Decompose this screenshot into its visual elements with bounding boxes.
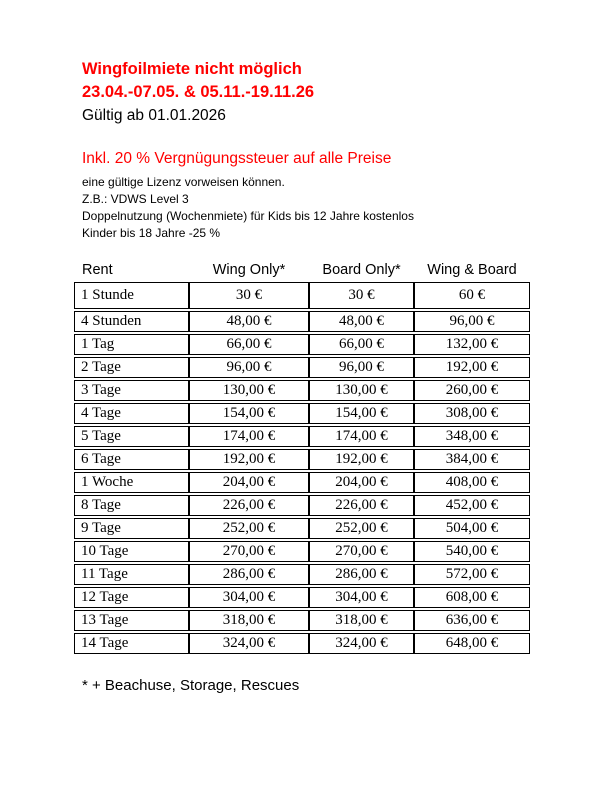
price-cell: 636,00 € (414, 610, 530, 631)
price-cell: 30 € (189, 282, 309, 309)
duration-cell: 11 Tage (74, 564, 189, 585)
tax-note: Inkl. 20 % Vergnügungssteuer auf alle Preise (82, 150, 392, 167)
price-cell: 318,00 € (309, 610, 414, 631)
price-cell: 48,00 € (309, 311, 414, 332)
price-cell: 174,00 € (309, 426, 414, 447)
price-cell: 408,00 € (414, 472, 530, 493)
price-cell: 192,00 € (309, 449, 414, 470)
price-cell: 270,00 € (309, 541, 414, 562)
table-row (74, 472, 530, 493)
price-cell: 286,00 € (189, 564, 309, 585)
price-cell: 30 € (309, 282, 414, 309)
note-line: eine gültige Lizenz vorweisen können. (82, 175, 285, 189)
duration-cell: 1 Tag (74, 334, 189, 355)
duration-cell: 14 Tage (74, 633, 189, 654)
column-header-wing-only: Wing Only* (212, 262, 286, 278)
duration-cell: 1 Woche (74, 472, 189, 493)
table-row (74, 311, 530, 332)
table-row (74, 564, 530, 585)
duration-cell: 4 Stunden (74, 311, 189, 332)
price-cell: 66,00 € (309, 334, 414, 355)
price-cell: 60 € (414, 282, 530, 309)
table-row (74, 334, 530, 355)
price-cell: 304,00 € (309, 587, 414, 608)
price-cell: 504,00 € (414, 518, 530, 539)
price-cell: 174,00 € (189, 426, 309, 447)
price-cell: 204,00 € (189, 472, 309, 493)
duration-cell: 9 Tage (74, 518, 189, 539)
price-table (74, 280, 530, 656)
duration-cell: 2 Tage (74, 357, 189, 378)
price-cell: 252,00 € (189, 518, 309, 539)
duration-cell: 10 Tage (74, 541, 189, 562)
price-cell: 252,00 € (309, 518, 414, 539)
price-cell: 318,00 € (189, 610, 309, 631)
price-cell: 348,00 € (414, 426, 530, 447)
price-cell: 48,00 € (189, 311, 309, 332)
column-header-board-only: Board Only* (322, 262, 401, 278)
price-table-body (74, 282, 530, 654)
duration-cell: 13 Tage (74, 610, 189, 631)
price-cell: 130,00 € (309, 380, 414, 401)
duration-cell: 4 Tage (74, 403, 189, 424)
valid-from-line: Gültig ab 01.01.2026 (82, 107, 226, 124)
price-cell: 226,00 € (309, 495, 414, 516)
price-cell: 384,00 € (414, 449, 530, 470)
price-cell: 204,00 € (309, 472, 414, 493)
table-row (74, 403, 530, 424)
table-row (74, 282, 530, 309)
table-row (74, 380, 530, 401)
price-cell: 96,00 € (414, 311, 530, 332)
duration-cell: 8 Tage (74, 495, 189, 516)
price-cell: 192,00 € (414, 357, 530, 378)
table-row (74, 587, 530, 608)
table-row (74, 357, 530, 378)
price-cell: 96,00 € (309, 357, 414, 378)
note-line: Kinder bis 18 Jahre -25 % (82, 226, 221, 240)
price-cell: 270,00 € (189, 541, 309, 562)
price-cell: 324,00 € (309, 633, 414, 654)
table-row (74, 518, 530, 539)
price-cell: 648,00 € (414, 633, 530, 654)
price-cell: 452,00 € (414, 495, 530, 516)
table-row (74, 541, 530, 562)
table-row (74, 610, 530, 631)
footnote: * + Beachuse, Storage, Rescues (82, 677, 300, 694)
price-cell: 286,00 € (309, 564, 414, 585)
note-line: Doppelnutzung (Wochenmiete) für Kids bis 12 Jahre kostenlos (82, 209, 414, 223)
duration-cell: 12 Tage (74, 587, 189, 608)
table-row (74, 449, 530, 470)
notes-block (82, 174, 414, 242)
title-line-1: Wingfoilmiete nicht möglich (82, 60, 302, 78)
duration-cell: 6 Tage (74, 449, 189, 470)
price-cell: 308,00 € (414, 403, 530, 424)
price-cell: 324,00 € (189, 633, 309, 654)
table-row (74, 426, 530, 447)
price-cell: 260,00 € (414, 380, 530, 401)
price-cell: 304,00 € (189, 587, 309, 608)
duration-cell: 3 Tage (74, 380, 189, 401)
price-cell: 154,00 € (189, 403, 309, 424)
duration-cell: 5 Tage (74, 426, 189, 447)
price-cell: 226,00 € (189, 495, 309, 516)
duration-cell: 1 Stunde (74, 282, 189, 309)
price-cell: 540,00 € (414, 541, 530, 562)
price-cell: 96,00 € (189, 357, 309, 378)
price-cell: 572,00 € (414, 564, 530, 585)
table-row (74, 495, 530, 516)
heading-block (82, 58, 314, 127)
price-cell: 192,00 € (189, 449, 309, 470)
price-cell: 66,00 € (189, 334, 309, 355)
column-header-rent: Rent (82, 262, 113, 278)
table-header-row (74, 261, 530, 280)
title-line-2: 23.04.-07.05. & 05.11.-19.11.26 (82, 83, 315, 101)
price-cell: 608,00 € (414, 587, 530, 608)
price-cell: 132,00 € (414, 334, 530, 355)
price-cell: 130,00 € (189, 380, 309, 401)
table-row (74, 633, 530, 654)
column-header-wing-and-board: Wing & Board (427, 262, 517, 278)
price-cell: 154,00 € (309, 403, 414, 424)
note-line: Z.B.: VDWS Level 3 (82, 192, 189, 206)
